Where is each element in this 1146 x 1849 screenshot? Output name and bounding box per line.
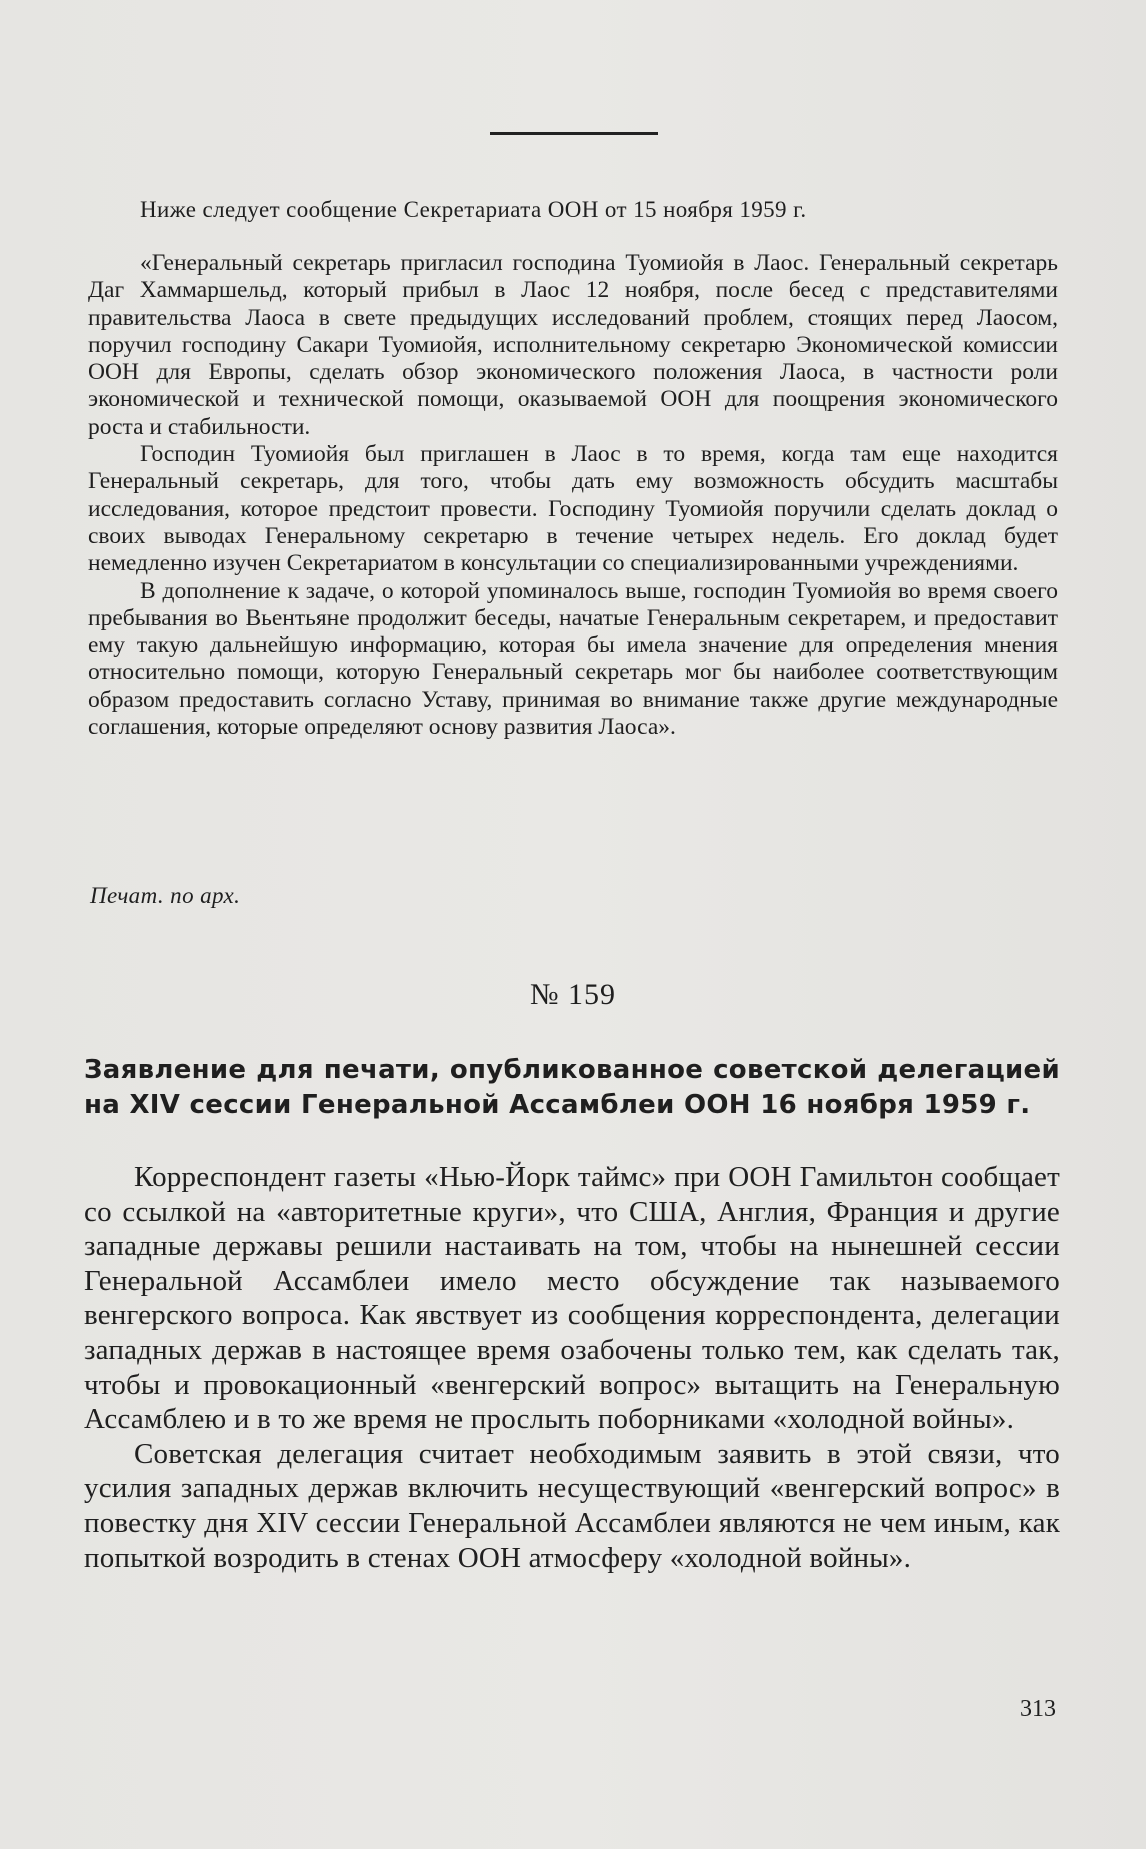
body-paragraph: Корреспондент газеты «Нью-Йорк таймс» при ООН Гамильтон сообщает со ссылкой на «авторитетные круги», что США, Англия, Франция и другие западные державы решили настаивать на том, чтобы на нынешней сессии Генеральной Ассамблеи имело место обсуждение так называемого венгерского вопроса. Как явствует из сообщения корреспондента, делегации западных держав в настоящее время озабочены только тем, как сделать так, чтобы и провокационный «венгерский вопрос» вытащить на Генеральную Ассамблею и в то же время не прослыть поборниками «холодной войны». [84,1161,1060,1436]
body-paragraph: Советская делегация считает необходимым заявить в этой связи, что усилия западных держав включить несуществующий «венгерский вопрос» в повестку дня XIV сессии Генеральной Ассамблеи являются не чем иным, как попыткой возродить в стенах ООН атмосферу «холодной войны». [84,1437,1060,1574]
document-number: № 159 [529,978,617,1011]
quote-paragraph: В дополнение к задаче, о которой упоминалось выше, господин Туомиойя во время своего пребывания во Вьентьяне продолжит беседы, начатые Генеральным секретарем, и предоставит ему такую дальнейшую информацию, которая бы имела значение для определения мнения относительно помощи, которую Генеральный секретарь мог бы наиболее соответствующим образом предоставить согласно Уставу, принимая во внимание также другие международные соглашения, которые определяют основу развития Лаоса». [88,577,1058,741]
quoted-statement [88,250,1058,741]
section-divider-rule [490,132,658,135]
quote-paragraph: «Генеральный секретарь пригласил господина Туомиойя в Лаос. Генеральный секретарь Даг Хаммаршельд, который прибыл в Лаос 12 ноября, после бесед с представителями правительства Лаоса в свете предыдущих исследований проблем, стоящих перед Лаосом, поручил господину Сакари Туомиойя, исполнительному секретарю Экономической комиссии ООН для Европы, сделать обзор экономического положения Лаоса, в частности роли экономической и технической помощи, оказываемой ООН для поощрения экономического роста и стабильности. [88,250,1058,440]
page-number: 313 [1020,1696,1056,1722]
document-body [84,1160,1060,1575]
source-note: Печат. по арх. [90,883,241,908]
quote-paragraph: Господин Туомиойя был приглашен в Лаос в то время, когда там еще находится Генеральный секретарь, для того, чтобы дать ему возможность обсудить масштабы исследования, которое предстоит провести. Господину Туомиойя поручили сделать доклад о своих выводах Генеральному секретарю в течение четырех недель. Его доклад будет немедленно изучен Секретариатом в консультации со специализированными учреждениями. [88,441,1058,577]
intro-line: Ниже следует сообщение Секретариата ООН от 15 ноября 1959 г. [140,197,807,222]
document-title: Заявление для печати, опубликованное советской делегацией на XIV сессии Генеральной Ассамблеи ООН 16 ноября 1959 г. [84,1055,1060,1120]
